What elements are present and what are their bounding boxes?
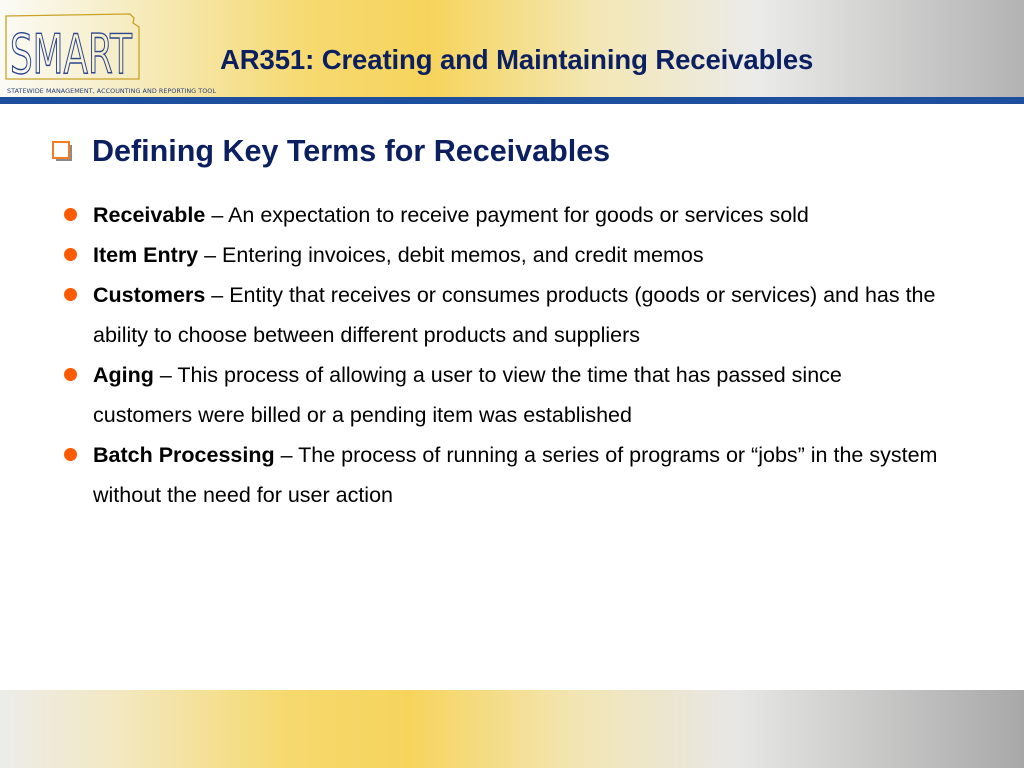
header-divider: [0, 97, 1024, 104]
list-item: [64, 275, 944, 355]
term-name: Batch Processing: [93, 443, 275, 467]
term-name: Aging: [93, 363, 154, 387]
deck-title: AR351: Creating and Maintaining Receivables: [220, 44, 814, 75]
term-definition: – An expectation to receive payment for goods or services sold: [205, 203, 809, 227]
logo-wordmark: SMART: [10, 23, 133, 86]
bullet-icon: [64, 368, 77, 381]
list-item: [64, 435, 944, 515]
term-definition: – This process of allowing a user to view the time that has passed since customers were billed or a pending item was established: [93, 363, 842, 427]
slide-header-band: [0, 0, 1024, 98]
section-title: Defining Key Terms for Receivables: [92, 134, 611, 168]
list-item: [64, 235, 944, 275]
term-name: Customers: [93, 283, 206, 307]
section-heading: [52, 134, 610, 169]
list-item: [64, 355, 944, 435]
term-name: Receivable: [93, 203, 206, 227]
term-name: Item Entry: [93, 243, 199, 267]
bullet-icon: [64, 448, 77, 461]
bullet-icon: [64, 248, 77, 261]
smart-logo: [4, 7, 216, 95]
checkbox-icon: [52, 141, 73, 162]
term-definition: – Entity that receives or consumes products (goods or services) and has the ability to choose between different products and suppliers: [93, 283, 936, 347]
list-item: [64, 195, 944, 235]
key-terms-list: [64, 195, 944, 515]
term-definition: – The process of running a series of programs or “jobs” in the system without the need for user action: [93, 443, 938, 507]
kansas-outline-icon: [4, 7, 216, 95]
term-definition: – Entering invoices, debit memos, and credit memos: [198, 243, 704, 267]
bullet-icon: [64, 288, 77, 301]
slide-footer-band: [0, 690, 1024, 768]
logo-subtitle: STATEWIDE MANAGEMENT, ACCOUNTING AND REPORTING TOOL: [7, 87, 216, 95]
bullet-icon: [64, 208, 77, 221]
